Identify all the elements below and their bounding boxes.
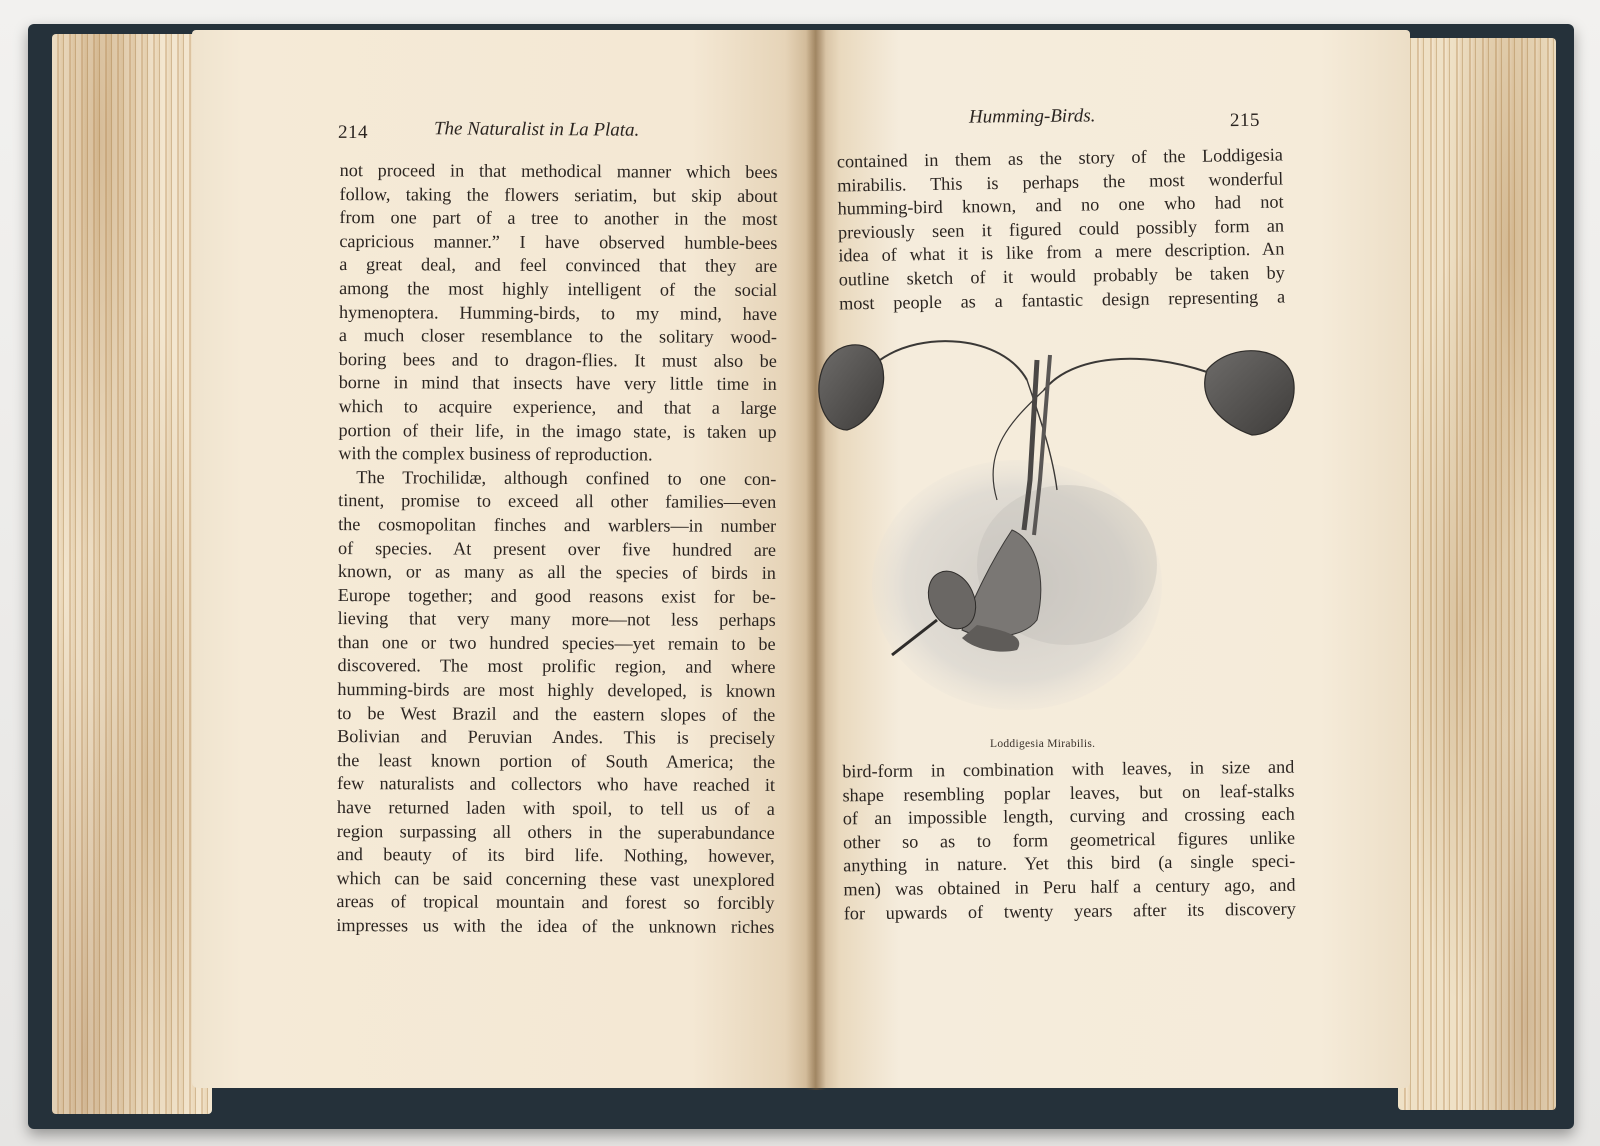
text-line: from one part of a tree to another in the most [339,207,778,230]
right-page-body-top [837,144,1286,316]
text-line: of species. At present over five hundred are [337,537,777,560]
text-line: bird-form in combination with leaves, in size and [842,756,1295,782]
text-line: capricious manner.” I have observed humble-bees [339,230,778,253]
text-line: follow, taking the flowers seriatim, but skip about [339,183,778,206]
text-line: tinent, promise to exceed all other families—even [338,490,777,513]
left-page-body [336,159,777,939]
text-line: the cosmopolitan finches and warblers—in number [338,513,777,536]
text-line: a much closer resemblance to the solitary wood- [338,325,777,348]
text-line: known, or as many as all the species of birds in [337,561,776,584]
text-line: portion of their life, in the imago state, is taken up [338,419,777,442]
text-line: not proceed in that methodical manner which bees [339,160,778,182]
text-line: most people as a fantastic design representing a [838,286,1286,314]
text-line: a great deal, and feel convinced that they are [339,254,778,277]
text-line: boring bees and to dragon-flies. It must also be [338,348,777,371]
text-line: which to acquire experience, and that a large [338,395,777,418]
text-line: discovered. The most prolific region, and where [337,655,776,678]
right-page-edges [1398,38,1556,1110]
text-line: among the most highly intelligent of the social [339,278,778,300]
text-line: hymenoptera. Humming-birds, to my mind, have [338,301,778,324]
text-line: areas of tropical mountain and forest so forcibly [336,891,775,914]
right-running-title: Humming-Birds. [968,105,1096,128]
text-line: and beauty of its bird life. Nothing, however, [336,844,775,867]
text-line: have returned laden with spoil, to tell us of a [336,797,775,819]
text-line: impresses us with the idea of the unknown riches [336,915,775,937]
text-line: Bolivian and Peruvian Andes. This is precisely [337,726,776,749]
text-line: humming-bird known, and no one who had not [837,191,1284,219]
text-line: men) was obtained in Peru half a century ago, and [843,874,1296,900]
text-line: lieving that very many more—not less perhaps [337,608,776,631]
text-line: outline sketch of it would probably be taken by [838,262,1285,290]
right-leaf [1205,351,1294,435]
text-line: few naturalists and collectors who have reached it [336,773,776,796]
text-line: humming-birds are most highly developed, is known [337,679,776,702]
left-page-number: 214 [337,121,369,144]
left-page-edges [52,34,212,1114]
text-line: The Trochilidæ, although confined to one con- [356,466,777,489]
text-line: which can be said concerning these vast unexplored [336,867,775,890]
text-line: region surpassing all others in the superabundance [336,820,775,843]
text-line: to be West Brazil and the eastern slopes of the [337,702,776,725]
text-line: idea of what it is like from a mere description. An [838,238,1285,266]
hummingbird-illustration [812,330,1312,720]
text-line: shape resembling poplar leaves, but on leaf-stalks [842,780,1295,805]
text-line: Europe together; and good reasons exist for be- [337,584,776,607]
right-page-number: 215 [1229,109,1261,132]
text-line: with the complex business of reproduction. [338,443,653,465]
text-line: than one or two hundred species—yet remain to be [337,631,776,654]
text-line: of an impossible length, curving and crossing each [842,803,1295,829]
text-line: contained in them as the story of the Loddigesia [836,144,1284,172]
illustration-caption: Loddigesia Mirabilis. [990,738,1096,750]
text-line: borne in mind that insects have very little time in [338,372,777,395]
text-line: mirabilis. This is perhaps the most wonderful [837,168,1284,196]
text-line: the least known portion of South America; the [337,749,776,772]
text-line: for upwards of twenty years after its discovery [843,898,1296,923]
left-running-title: The Naturalist in La Plata. [433,118,640,141]
text-line: previously seen it figured could possibly form an [837,215,1285,243]
left-leaf [819,345,884,430]
right-page-body-bottom [842,756,1296,926]
text-line: anything in nature. Yet this bird (a single speci- [843,851,1296,876]
text-line: other so as to form geometrical figures unlike [842,827,1296,853]
